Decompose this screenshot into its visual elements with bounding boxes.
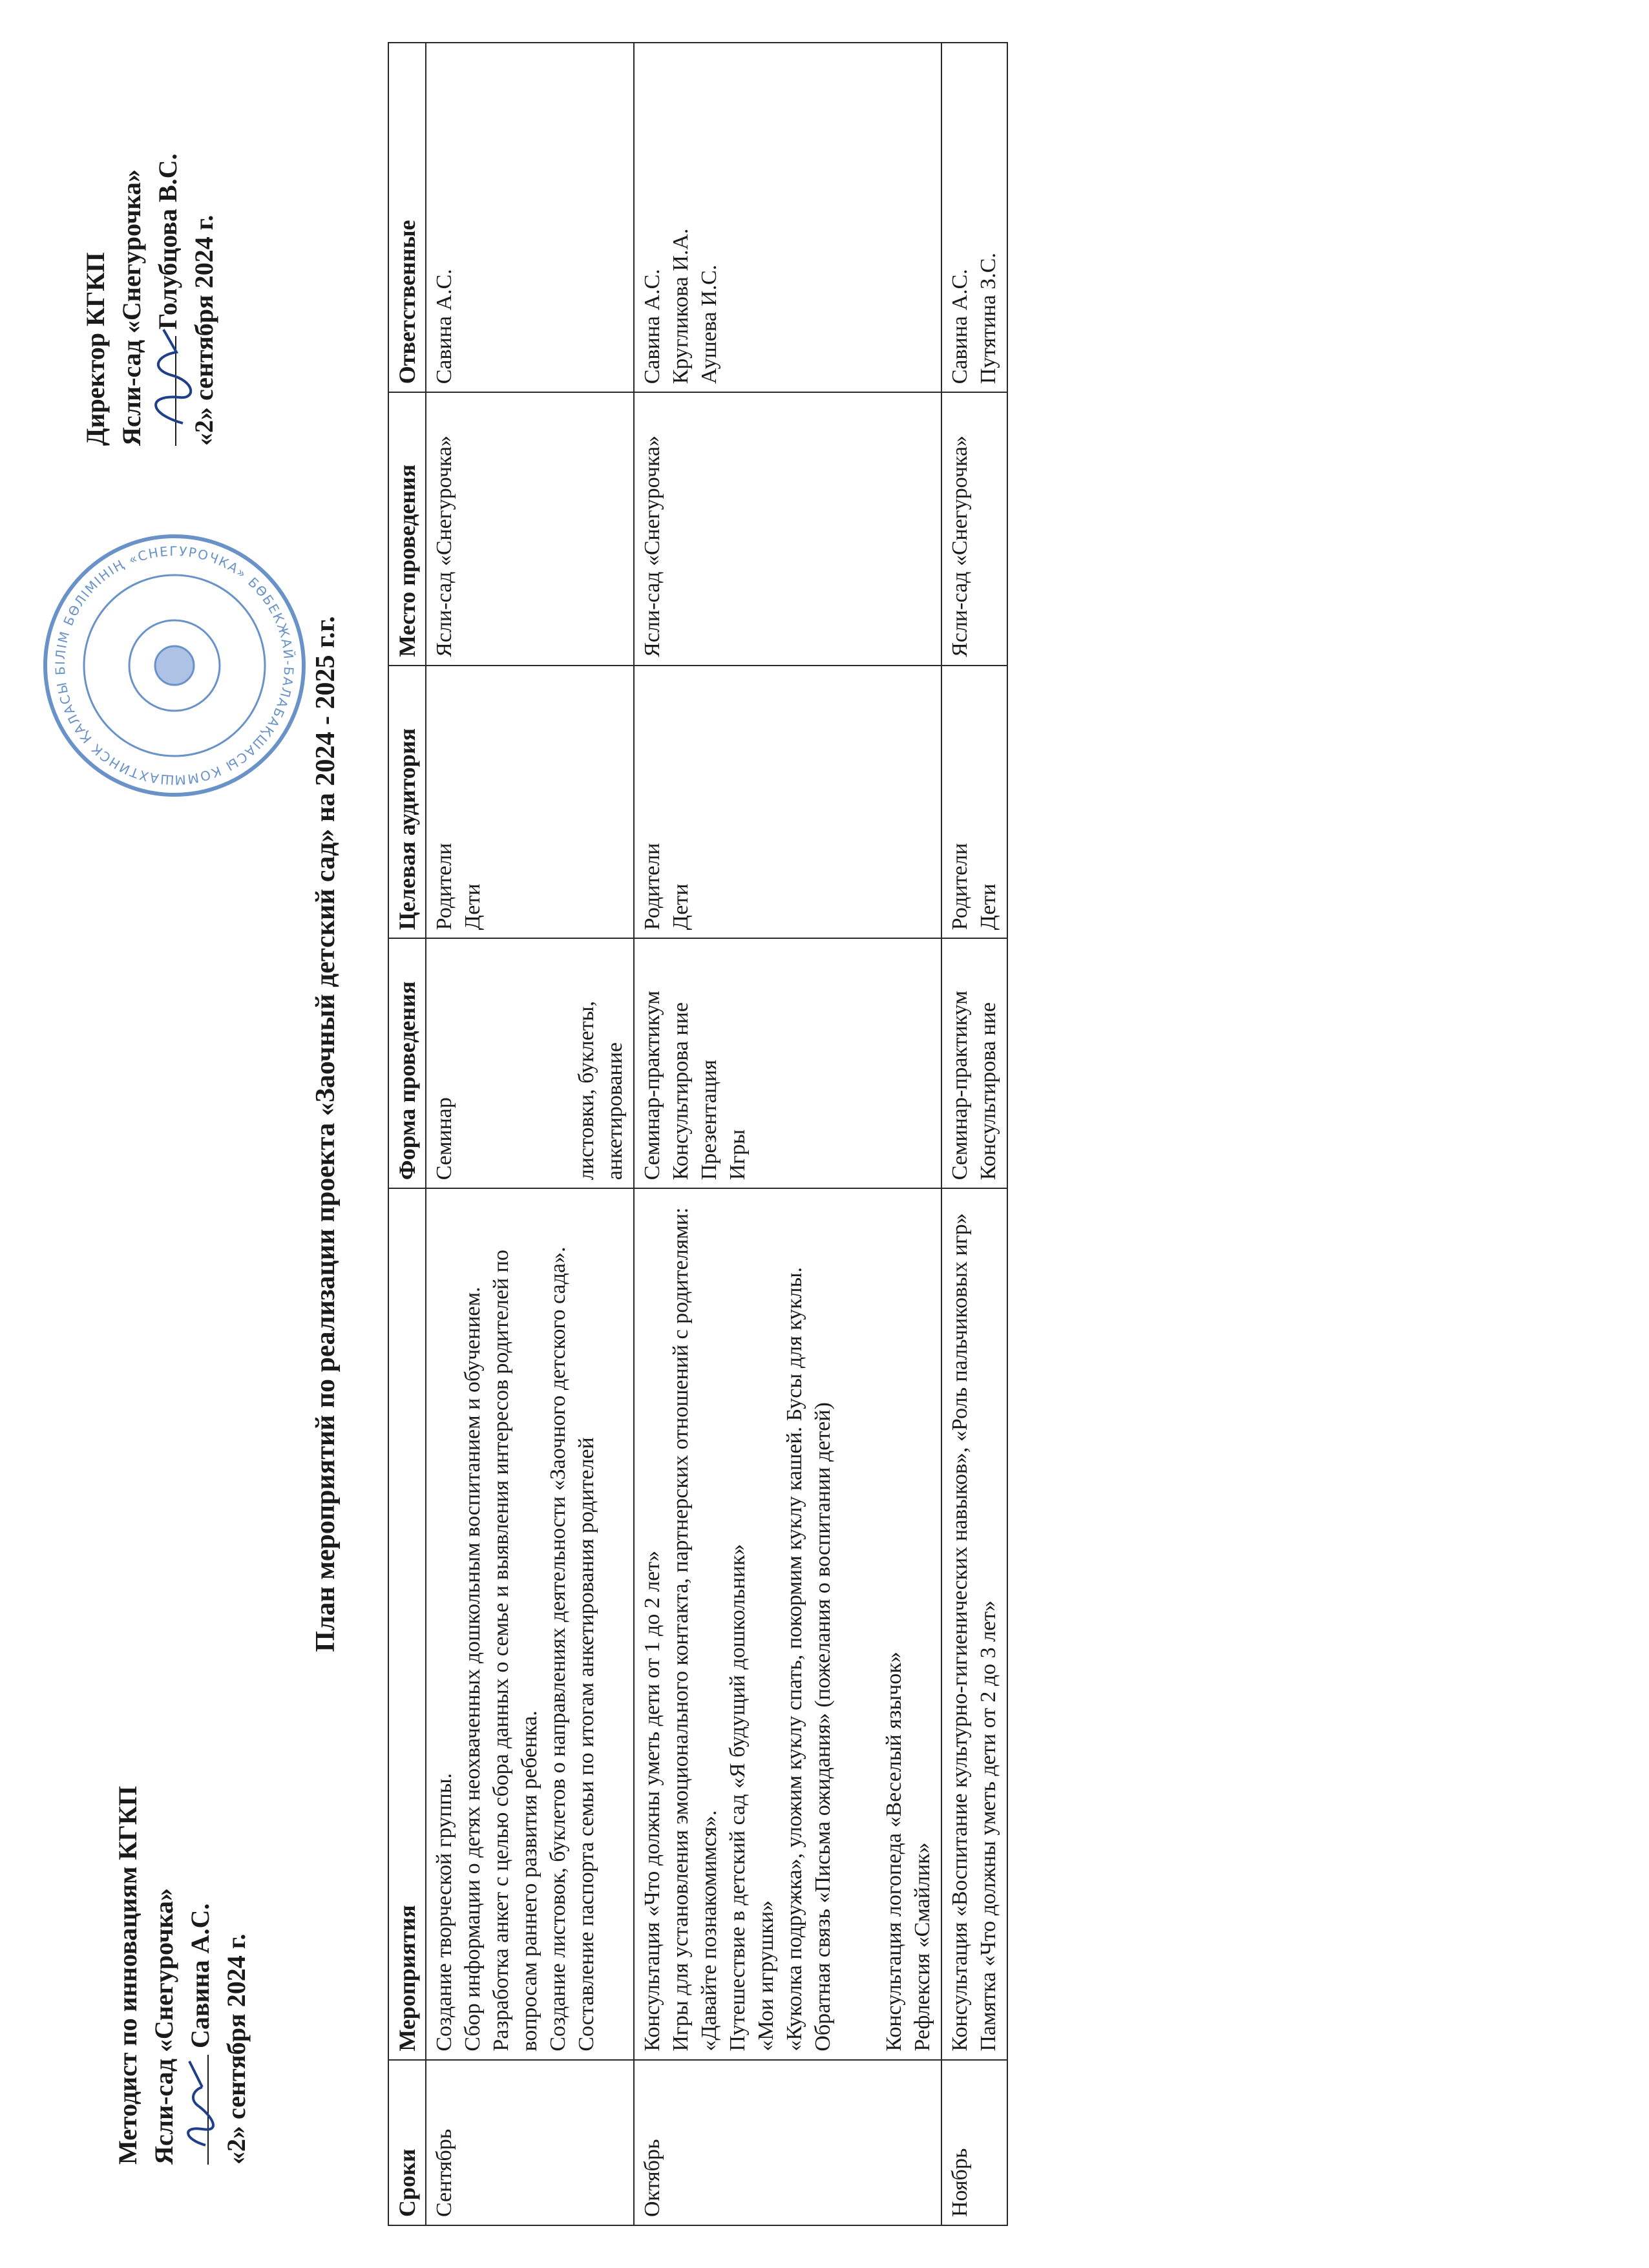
signature-left — [207, 2055, 209, 2165]
events-gap — [837, 1197, 880, 2051]
approval-right-org: Ясли-сад «Снегурочка» — [117, 169, 146, 446]
cell-events — [426, 1188, 634, 2059]
cell-audience — [426, 666, 634, 939]
cell-audience — [634, 666, 941, 939]
audience-item: Родители — [640, 843, 664, 930]
form-spacer — [459, 947, 516, 1180]
cell-audience — [941, 666, 1007, 939]
signature-scribble-right — [144, 323, 202, 433]
event-item: Путешествие в детский сад «Я будущий дошкольник» — [726, 1544, 750, 2052]
cell-form — [941, 938, 1007, 1188]
approval-right-position: Директор КГКП — [81, 252, 110, 446]
approval-left-org: Ясли-сад «Снегурочка» — [149, 1888, 178, 2165]
event-item: Сбор информации о детях неохваченных дошкольным воспитанием и обучением. — [461, 1286, 485, 2052]
responsible-item: Савина А.С. — [640, 269, 664, 384]
audience-item: Дети — [461, 883, 485, 930]
form-item: Консультирова ние — [669, 1002, 693, 1181]
cell-responsible — [941, 43, 1007, 392]
form-item: Семинар — [432, 1097, 456, 1181]
header-responsible: Ответственные — [388, 43, 426, 392]
event-item: Игры для установления эмоционального контакта, партнерских отношений с родителями: «Давайте познакомимся». — [669, 1207, 721, 2052]
event-item: Обратная связь «Письма ожидания» (пожелания о воспитании детей) — [811, 1402, 835, 2052]
cell-responsible — [426, 43, 634, 392]
header-place: Место проведения — [388, 392, 426, 666]
responsible-item: Савина А.С. — [432, 269, 456, 384]
plan-table — [388, 42, 1008, 2226]
approval-left-signature-line — [182, 1786, 218, 2165]
cell-form — [426, 938, 634, 1188]
audience-item: Дети — [669, 883, 693, 930]
cell-place: Ясли-сад «Снегурочка» — [634, 392, 941, 666]
approval-block-left — [110, 1786, 255, 2165]
event-item: Рефлексия «Смайлик» — [910, 1842, 934, 2052]
event-item: Создание творческой группы. — [432, 1773, 456, 2052]
signature-scribble-left — [176, 2055, 222, 2152]
form-item: листовки, буклеты, анкетирование — [574, 1001, 627, 1181]
approval-left-name: Савина А.С. — [185, 1903, 215, 2048]
form-spacer — [516, 947, 572, 1180]
approval-block-right — [78, 153, 222, 446]
table-header-row — [388, 43, 426, 2225]
event-item: Консультация логопеда «Веселый язычок» — [882, 1652, 906, 2052]
cell-place: Ясли-сад «Снегурочка» — [941, 392, 1007, 666]
audience-item: Родители — [948, 843, 972, 930]
cell-events — [634, 1188, 941, 2059]
audience-item: Родители — [432, 843, 456, 930]
header-events: Мероприятия — [388, 1188, 426, 2059]
stamp-text: ШАХТИНСК ҚАЛАСЫ БІЛІМ БӨЛІМІНІҢ «СНЕГУРОЧКА» БӨБЕКЖАЙ-БАЛАБАҚШАСЫ КОММ — [52, 543, 297, 788]
event-item: Консультация «Воспитание культурно-гигиенических навыков», «Роль пальчиковых игр» — [948, 1213, 972, 2052]
approval-left-position: Методист по инновациям КГКП — [113, 1786, 142, 2165]
responsible-item: Кругликова И.А. — [669, 228, 693, 384]
table-row — [941, 43, 1007, 2225]
event-item: Создание листовок, буклетов о направлениях деятельности «Заочного детского сада». — [546, 1246, 570, 2052]
approval-right-date: «2» сентября 2024 г. — [189, 215, 218, 446]
event-item: Составление паспорта семьи по итогам анкетирования родителей — [574, 1437, 598, 2052]
document-title: План мероприятий по реализации проекта «Заочный детский сад» на 2024 - 2025 г.г. — [311, 616, 341, 1652]
signature-right — [175, 336, 176, 446]
event-item: Разработка анкет с целью сбора данных о семье и выявления интересов родителей по вопросам раннего развития ребенка. — [489, 1250, 541, 2052]
event-item: Памятка «Что должны уметь дети от 2 до 3 лет» — [976, 1600, 1000, 2052]
table-row — [426, 43, 634, 2225]
official-stamp — [39, 530, 313, 801]
form-item: Семинар-практикум — [948, 991, 972, 1181]
form-item: Игры — [726, 1129, 750, 1181]
event-item: «Куколка подружка», уложим куклу спать, покормим куклу кашей. Бусы для куклы. — [782, 1267, 806, 2052]
header-audience: Целевая аудитория — [388, 666, 426, 939]
form-item: Семинар-практикум — [640, 991, 664, 1181]
cell-responsible — [634, 43, 941, 392]
form-item: Презентация — [697, 1060, 721, 1181]
responsible-item: Путятина З.С. — [976, 253, 1000, 384]
cell-period: Ноябрь — [941, 2060, 1007, 2225]
audience-item: Дети — [976, 883, 1000, 930]
cell-place: Ясли-сад «Снегурочка» — [426, 392, 634, 666]
cell-form — [634, 938, 941, 1188]
approval-left-date: «2» сентября 2024 г. — [222, 1933, 251, 2165]
approval-right-signature-line — [150, 153, 186, 446]
header-form: Форма проведения — [388, 938, 426, 1188]
form-item: Консультирова ние — [976, 1002, 1000, 1181]
stamp-seal — [39, 530, 310, 801]
approval-right-name: Голубцова В.С. — [153, 153, 182, 330]
responsible-item: Аушева И.С. — [697, 264, 721, 384]
table-row — [634, 43, 941, 2225]
cell-period: Сентябрь — [426, 2060, 634, 2225]
cell-period: Октябрь — [634, 2060, 941, 2225]
responsible-item: Савина А.С. — [948, 269, 972, 384]
cell-events — [941, 1188, 1007, 2059]
event-item: Консультация «Что должны уметь дети от 1 до 2 лет» — [640, 1550, 664, 2052]
event-item: «Мои игрушки» — [754, 1900, 778, 2052]
header-period: Сроки — [388, 2060, 426, 2225]
